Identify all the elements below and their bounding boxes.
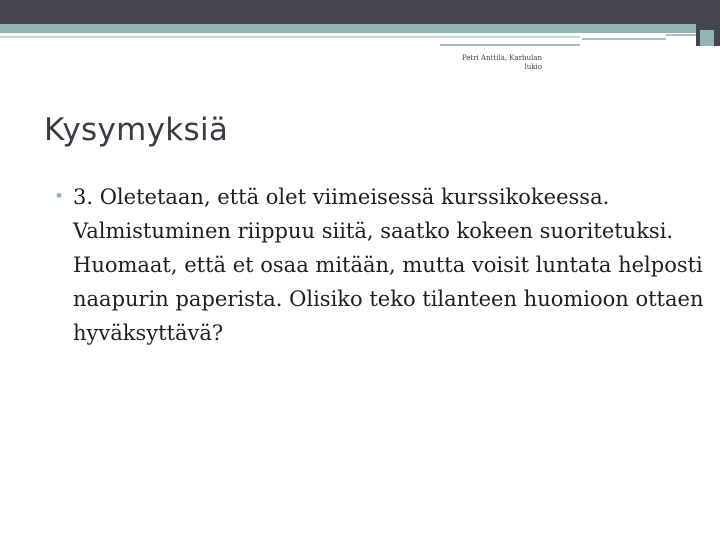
decorative-line-right xyxy=(582,38,666,40)
bullet-marker: • xyxy=(54,187,65,207)
slide-title: Kysymyksiä xyxy=(44,112,229,148)
author-note-line1: Petri Anttila, Karhulan xyxy=(461,54,542,62)
author-note xyxy=(410,54,542,72)
decorative-line-corner xyxy=(666,34,696,44)
top-dark-bar xyxy=(0,0,696,24)
bullet-text: 3. Oletetaan, että olet viimeisessä kurssikokeessa. Valmistuminen riippuu siitä, saatko kokeen suoritetuksi. Huomaat, että et osaa mitään, mutta voisit luntata helposti naapurin paperista. Olisiko teko tilanteen huomioon ottaen hyväksyttävä? xyxy=(73,185,704,345)
slide-content xyxy=(54,180,704,350)
top-teal-bar xyxy=(0,24,696,33)
bullet-item xyxy=(54,180,704,350)
corner-teal-block xyxy=(700,30,714,46)
decorative-line-under xyxy=(440,44,580,46)
decorative-line xyxy=(0,36,580,38)
author-note-line2: lukio xyxy=(524,63,542,71)
